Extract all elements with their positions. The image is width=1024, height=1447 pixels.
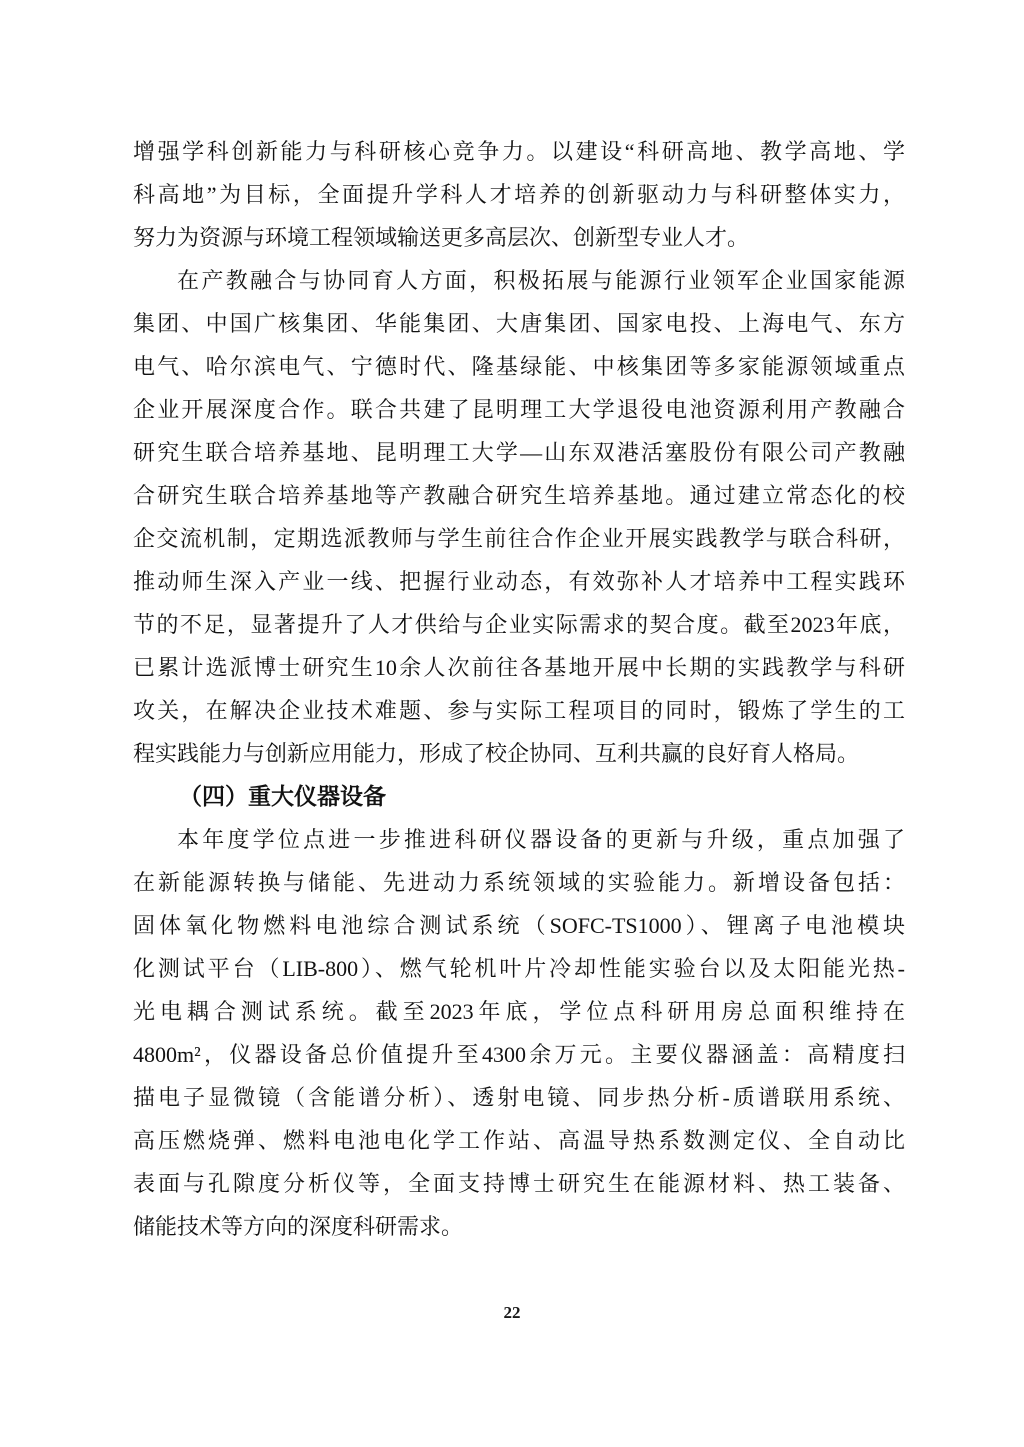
text-line: 光电耦合测试系统。截至2023年底，学位点科研用房总面积维持在 [133,999,905,1024]
paragraph-industry-education [133,259,905,775]
text-line: 研究生联合培养基地、昆明理工大学—山东双港活塞股份有限公司产教融 [133,440,905,465]
text-line: 程实践能力与创新应用能力，形成了校企协同、互利共赢的良好育人格局。 [133,741,860,766]
text-line: 化测试平台（LIB-800）、燃气轮机叶片冷却性能实验台以及太阳能光热- [133,956,905,981]
text-line: 攻关，在解决企业技术难题、参与实际工程项目的同时，锻炼了学生的工 [133,698,905,723]
text-line: 企交流机制，定期选派教师与学生前往合作企业开展实践教学与联合科研， [133,526,905,551]
text-line: 节的不足，显著提升了人才供给与企业实际需求的契合度。截至2023年底， [133,612,905,637]
section-heading-major-instruments: （四）重大仪器设备 [179,784,386,809]
document-body [133,130,905,1248]
text-line: 合研究生联合培养基地等产教融合研究生培养基地。通过建立常态化的校 [133,483,905,508]
text-line: 在产教融合与协同育人方面，积极拓展与能源行业领军企业国家能源 [177,268,905,293]
text-line: 4800m²，仪器设备总价值提升至4300余万元。主要仪器涵盖：高精度扫 [133,1042,905,1067]
text-line: 储能技术等方向的深度科研需求。 [133,1214,464,1239]
text-line: 集团、中国广核集团、华能集团、大唐集团、国家电投、上海电气、东方 [133,311,905,336]
text-line: 固体氧化物燃料电池综合测试系统（SOFC-TS1000）、锂离子电池模块 [133,913,905,938]
paragraph-discipline-goals [133,130,905,259]
text-line: 已累计选派博士研究生10余人次前往各基地开展中长期的实践教学与科研 [133,655,905,680]
text-line: 在新能源转换与储能、先进动力系统领域的实验能力。新增设备包括： [133,870,905,895]
page-number: 22 [503,1303,521,1322]
text-line: 描电子显微镜（含能谱分析）、透射电镜、同步热分析-质谱联用系统、 [133,1085,905,1110]
text-line: 高压燃烧弹、燃料电池电化学工作站、高温导热系数测定仪、全自动比 [133,1128,905,1153]
text-line: 增强学科创新能力与科研核心竞争力。以建设“科研高地、教学高地、学 [133,139,905,164]
text-line: 努力为资源与环境工程领域输送更多高层次、创新型专业人才。 [133,225,750,250]
text-line: 表面与孔隙度分析仪等，全面支持博士研究生在能源材料、热工装备、 [133,1171,905,1196]
text-line: 电气、哈尔滨电气、宁德时代、隆基绿能、中核集团等多家能源领域重点 [133,354,905,379]
text-line: 科高地”为目标，全面提升学科人才培养的创新驱动力与科研整体实力， [133,182,905,207]
text-line: 推动师生深入产业一线、把握行业动态，有效弥补人才培养中工程实践环 [133,569,905,594]
text-line: 企业开展深度合作。联合共建了昆明理工大学退役电池资源利用产教融合 [133,397,905,422]
text-line: 本年度学位点进一步推进科研仪器设备的更新与升级，重点加强了 [177,827,905,852]
paragraph-major-instruments [133,818,905,1248]
